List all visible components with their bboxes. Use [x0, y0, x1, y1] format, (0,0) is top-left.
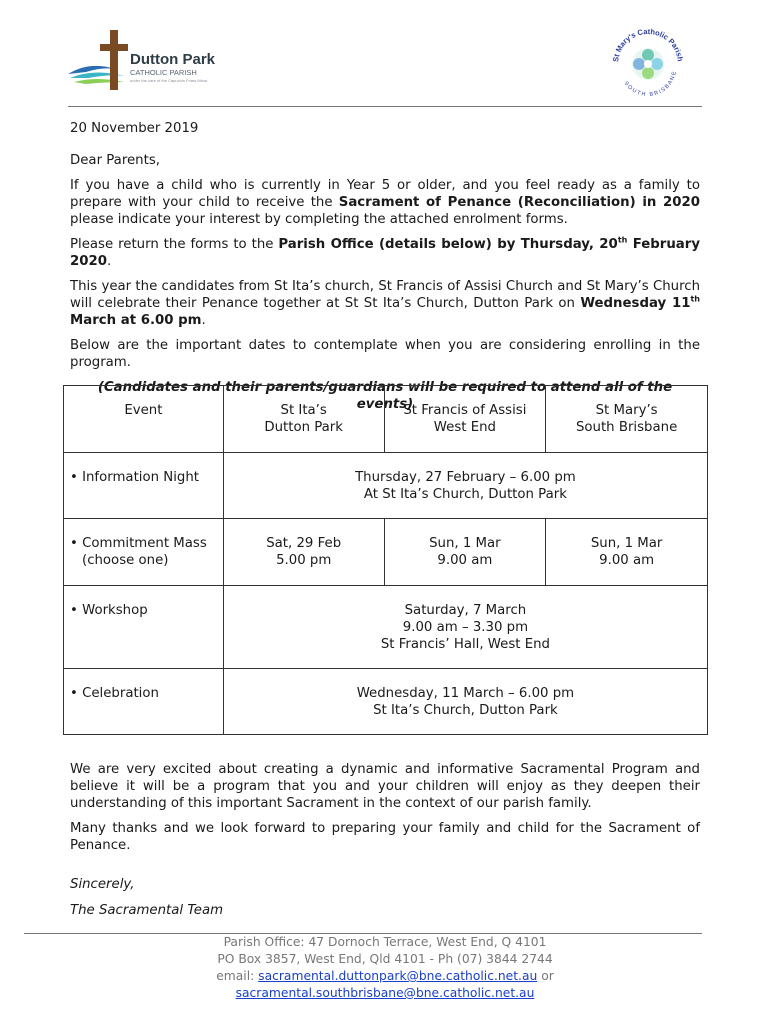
event-name: • Information Night — [64, 453, 224, 519]
svg-text:SOUTH BRISBANE: SOUTH BRISBANE — [622, 69, 678, 99]
paragraph-thanks: Many thanks and we look forward to preparing your family and child for the Sacrament of Penance. — [70, 821, 700, 853]
letter-closing — [70, 761, 700, 927]
svg-text:Dutton Park: Dutton Park — [130, 51, 216, 68]
footer — [0, 934, 770, 1002]
sign-off: Sincerely, — [70, 877, 135, 892]
attendance-note: (Candidates and their parents/guardians will be required to attend all of the events) — [97, 380, 673, 412]
svg-text:under the care of the Capuchin: under the care of the Capuchin Friars Minor — [130, 78, 208, 83]
event-name: • Commitment Mass (choose one) — [64, 519, 224, 586]
svg-text:St Mary's Catholic Parish: St Mary's Catholic Parish — [611, 26, 685, 63]
email-link-duttonpark[interactable]: sacramental.duttonpark@bne.catholic.net.au — [258, 969, 538, 983]
paragraph-intro: If you have a child who is currently in Year 5 or older, and you feel ready as a family to prepare with your child to receive the Sacrament of Penance (Reconciliation) in 2020 please indicate your interest by completing the attached enrolment forms. — [70, 178, 701, 227]
signature: The Sacramental Team — [70, 903, 224, 918]
email-link-southbrisbane[interactable]: sacramental.southbrisbane@bne.catholic.net.au — [235, 986, 535, 1000]
dutton-park-logo — [66, 30, 236, 92]
salutation: Dear Parents, — [70, 153, 160, 168]
footer-address: Parish Office: 47 Dornoch Terrace, West End, Q 4101 — [223, 935, 547, 949]
table-row — [64, 453, 708, 519]
mass-st-francis: Sun, 1 Mar 9.00 am — [384, 519, 546, 586]
footer-po-box: PO Box 3857, West End, Qld 4101 - Ph (07) 3844 2744 — [217, 952, 553, 966]
header-st-francis: St Francis of Assisi West End — [384, 386, 546, 453]
letter-body — [70, 120, 700, 419]
header-event: Event — [64, 386, 224, 453]
events-table — [63, 385, 708, 735]
event-name: • Celebration — [64, 669, 224, 735]
event-details: Saturday, 7 March 9.00 am – 3.30 pm St Francis’ Hall, West End — [223, 586, 707, 669]
mass-st-marys: Sun, 1 Mar 9.00 am — [546, 519, 708, 586]
header-st-marys: St Mary’s South Brisbane — [546, 386, 708, 453]
paragraph-return-forms: Please return the forms to the Parish Office (details below) by Thursday, 20th February 2020. — [70, 235, 701, 269]
header-divider — [68, 106, 702, 107]
letterhead — [0, 0, 770, 108]
event-details: Thursday, 27 February – 6.00 pm At St Ita’s Church, Dutton Park — [223, 453, 707, 519]
table-row — [64, 519, 708, 586]
letter-date: 20 November 2019 — [70, 121, 199, 136]
footer-email-line-2 — [0, 985, 770, 1002]
event-name: • Workshop — [64, 586, 224, 669]
paragraph-celebration: This year the candidates from St Ita’s church, St Francis of Assisi Church and St Mary’s Church will celebrate their Penance together at St St Ita’s Church, Dutton Park on Wednesday 11th March at 6.00 pm. — [70, 279, 700, 328]
st-marys-logo — [608, 24, 688, 104]
paragraph-dates: Below are the important dates to contemplate when you are considering enrolling in the program. — [70, 338, 700, 370]
table-header-row — [64, 386, 708, 453]
header-st-itas: St Ita’s Dutton Park — [223, 386, 384, 453]
paragraph-excited: We are very excited about creating a dynamic and informative Sacramental Program and believe it will be a program that you and your children will enjoy as they deepen their understanding of this important Sacrament in the context of our parish family. — [70, 762, 700, 811]
event-details: Wednesday, 11 March – 6.00 pm St Ita’s Church, Dutton Park — [223, 669, 707, 735]
footer-email-line: email: sacramental.duttonpark@bne.catholic.net.au or — [216, 969, 554, 983]
svg-text:CATHOLIC PARISH: CATHOLIC PARISH — [130, 68, 197, 77]
table-row — [64, 586, 708, 669]
mass-st-itas: Sat, 29 Feb 5.00 pm — [223, 519, 384, 586]
table-row — [64, 669, 708, 735]
